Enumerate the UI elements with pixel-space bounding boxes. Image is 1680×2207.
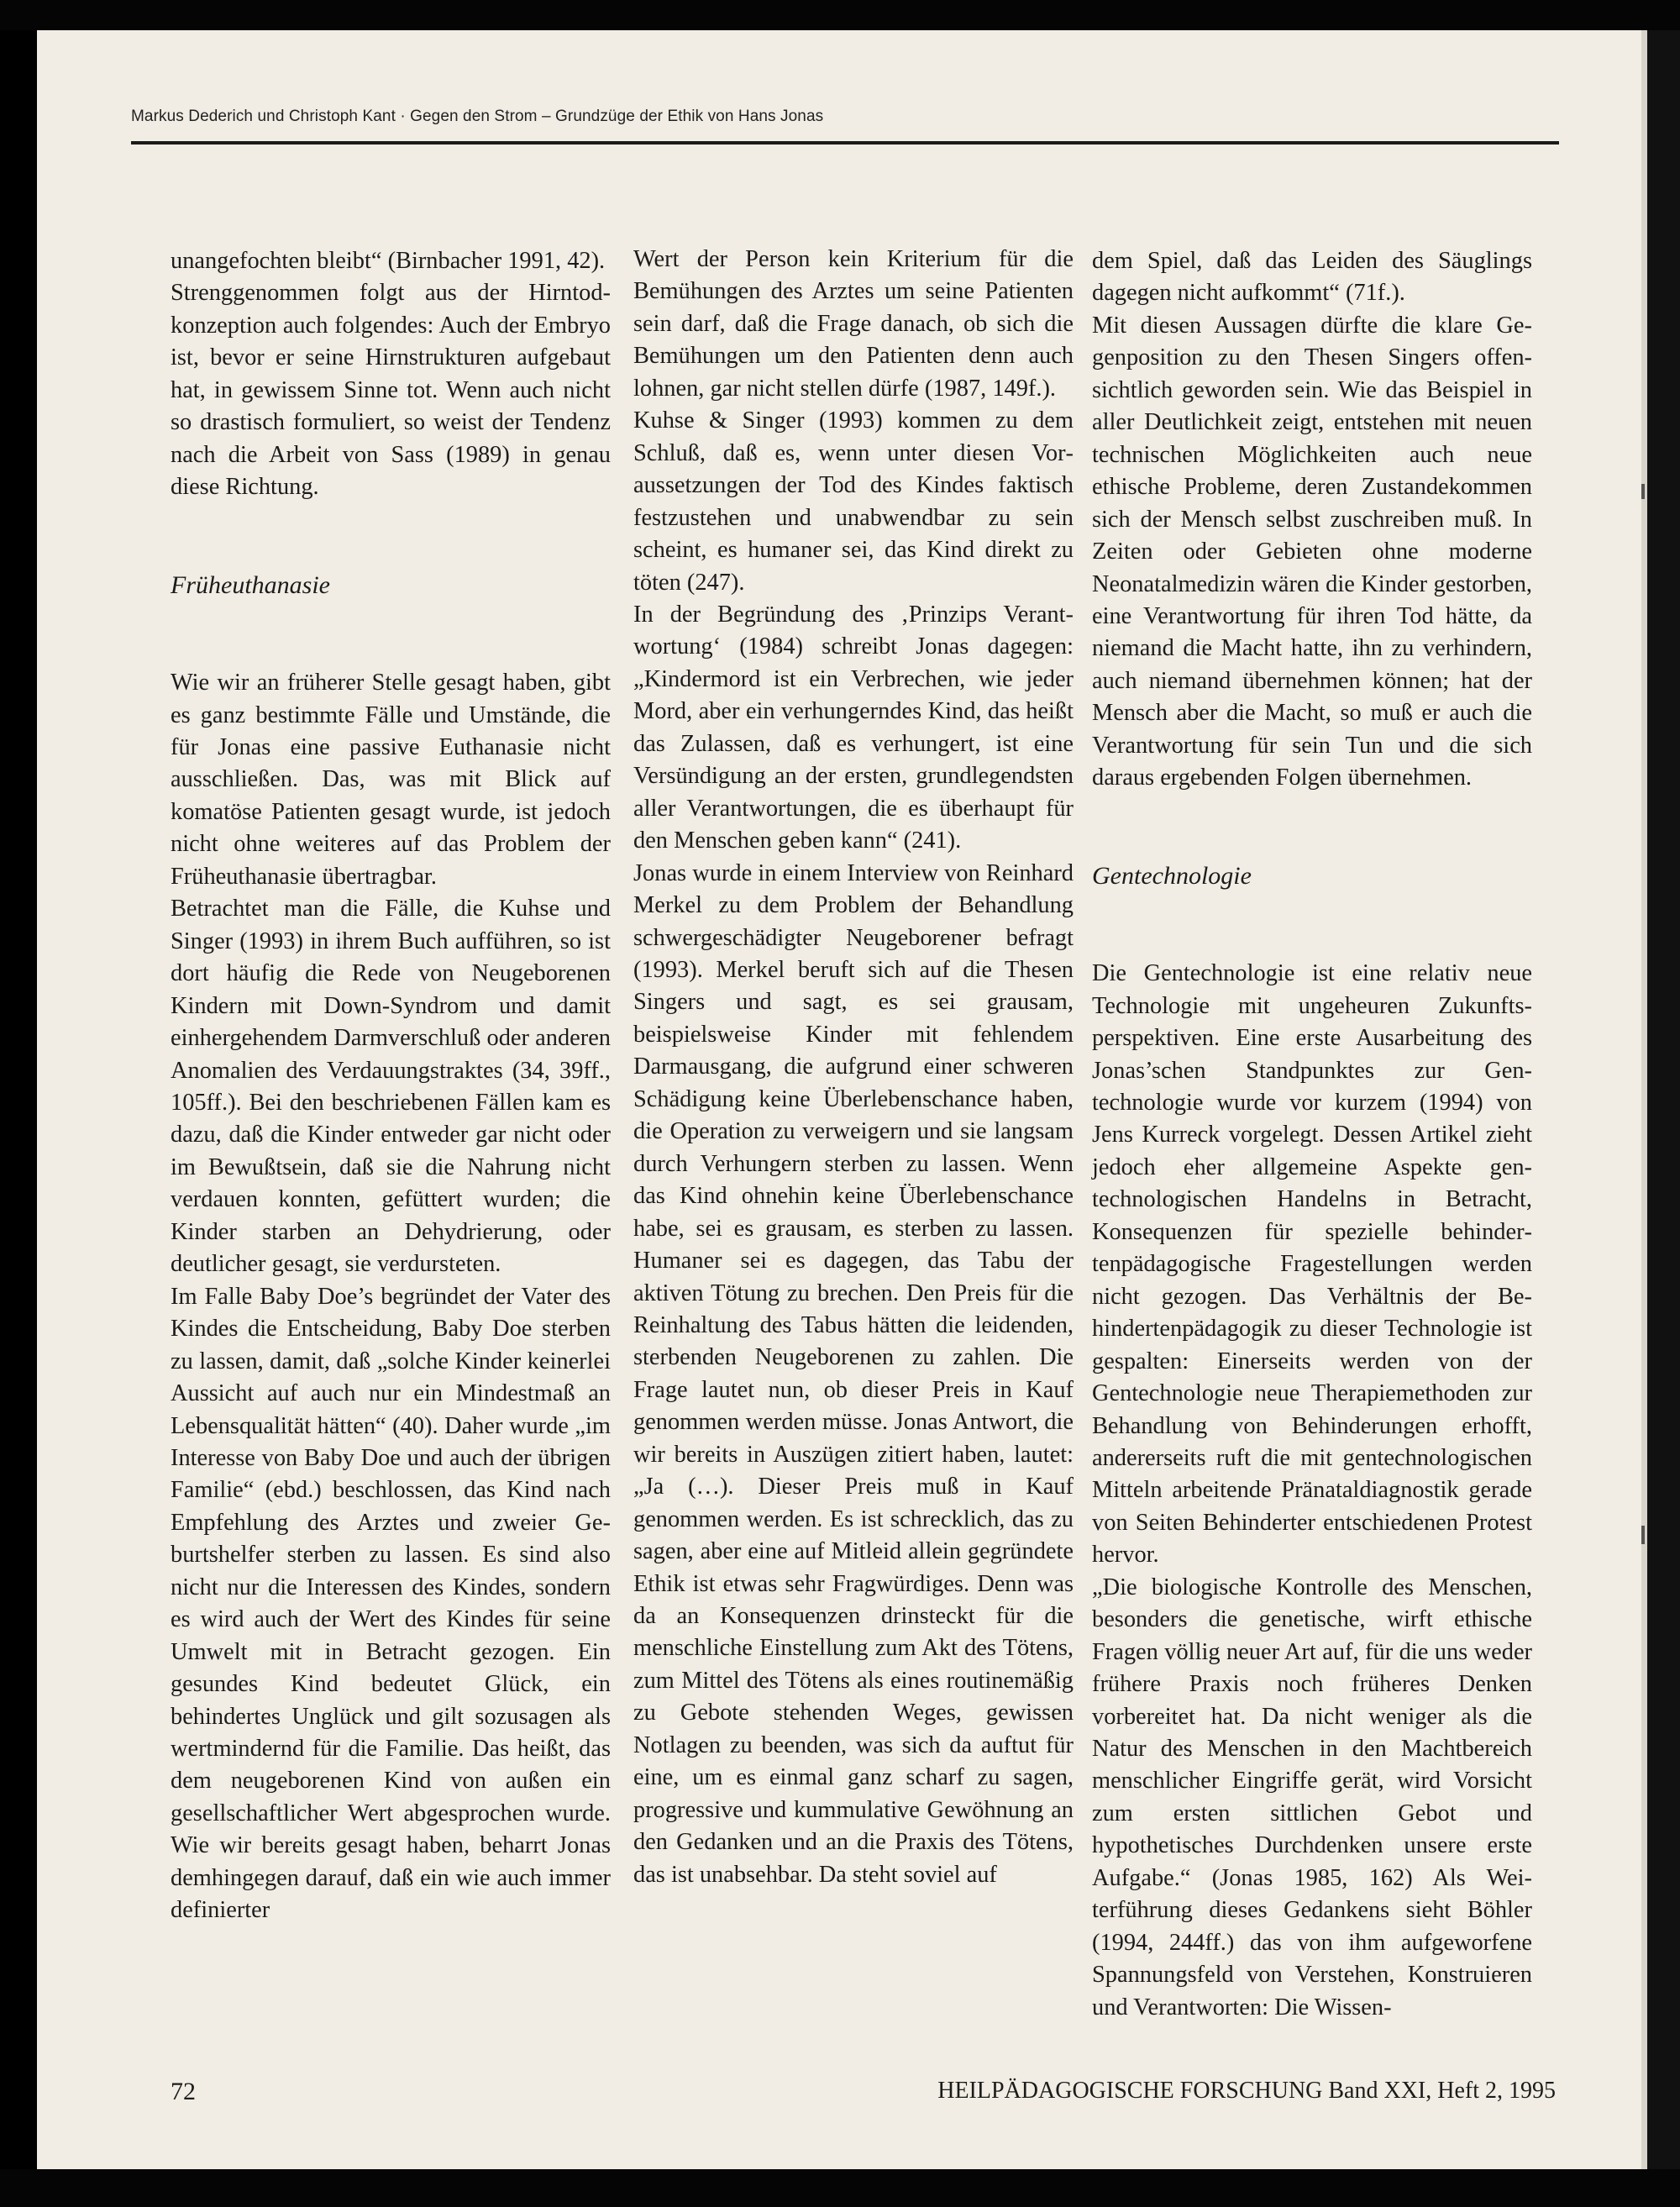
paragraph: Kuhse & Singer (1993) kommen zu dem Schluß, daß es, wenn unter diesen Voraussetzungen der Tod des Kindes faktisch festzustehen und unabwendbar zu sein scheint, es humaner sei, das Kind direkt zu töten (247). (633, 407, 1074, 596)
adjacent-page-edge (1641, 30, 1647, 2169)
text-column-left (171, 245, 611, 1927)
paragraph: Strenggenommen folgt aus der Hirntodkonzeption auch folgendes: Auch der Embryo ist, bevor er seine Hirnstrukturen aufgebaut hat, in gewissem Sinne tot. Wenn auch nicht so drastisch formuliert, so weist der Tendenz nach die Arbeit von Sass (1989) in genau diese Richtung. (171, 280, 611, 501)
paragraph: Jonas wurde in einem Interview von Reinhard Merkel zu dem Problem der Behandlung schwergeschädigter Neugeborener befragt (1993). Merkel beruft sich auf die Thesen Singers und sagt, es sei grausam, beispielsweise Kinder mit fehlendem Darmausgang, die aufgrund einer schweren Schädigung keine Überlebenschance haben, die Operation zu verweigern und sie langsam durch Verhungern sterben zu lassen. Wenn das Kind ohnehin keine Überlebenschance habe, sei es grausam, es sterben zu lassen. Humaner sei es dagegen, das Tabu der aktiven Tötung zu brechen. Den Preis für die Reinhaltung des Tabus hätten die leidenden, sterbenden Neugeborenen zu zahlen. Die Frage lautet nun, ob dieser Preis in Kauf genommen werden müsse. Jonas Antwort, die wir bereits in Auszügen zitiert haben, lautet: „Ja (…). Dieser Preis muß in Kauf genommen werden. Es ist schrecklich, das zu sagen, aber eine auf Mitleid allein gegründete Ethik ist etwas sehr Fragwürdiges. Denn was da an Konsequenzen drinsteckt für die menschliche Einstellung zum Akt des Tötens, zum Mittel des Tötens als eines routinemäßig zu Gebote stehenden Weges, gewissen Notlagen zu beenden, was sich da auftut für eine, um es einmal ganz scharf zu sagen, progressive und kummulative Gewöhnung an den Gedanken und an die Praxis des Tötens, das ist unabsehbar. Da steht soviel auf (633, 859, 1074, 1888)
paragraph: Im Falle Baby Doe’s begründet der Vater des Kindes die Entscheidung, Baby Doe sterben zu lassen, damit, daß „solche Kinder keinerlei Aussicht auf auch nur ein Mindestmaß an Lebensqualität hätten“ (40). Daher wurde „im Interesse von Baby Doe und auch der übrigen Familie“ (ebd.) beschlossen, das Kind nach Empfehlung des Arztes und zweier Geburtshelfer sterben zu lassen. Es sind also nicht nur die Interessen des Kindes, sondern es wird auch der Wert des Kindes für seine Umwelt mit in Betracht gezogen. Ein gesundes Kind bedeutet Glück, ein behindertes Unglück und gilt sozusagen als wertmindernd für die Familie. Das heißt, das dem neugeborenen Kind von außen ein gesellschaftlicher Wert abgesprochen wurde. Wie wir bereits gesagt haben, beharrt Jonas demhingegen darauf, daß ein wie auch immer definierter (171, 1283, 611, 1924)
page-number: 72 (171, 2078, 196, 2105)
paragraph: In der Begründung des ‚Prinzips Verantwortung‘ (1984) schreibt Jonas dagegen: „Kindermord ist ein Verbrechen, wie jeder Mord, aber ein verhungerndes Kind, das heißt das Zulassen, daß es verhungert, ist eine Versündigung an der ersten, grundlegendsten aller Verantwortungen, die es überhaupt für den Menschen geben kann“ (241). (633, 601, 1074, 854)
edge-mark (1641, 1526, 1645, 1544)
text-column-middle (633, 244, 1074, 1891)
paragraph: Wert der Person kein Kriterium für die Bemühungen des Arztes um seine Patienten sein darf, daß die Frage danach, ob sich die Bemühungen um den Patienten denn auch lohnen, gar nicht stellen dürfe (1987, 149f.). (633, 246, 1074, 402)
paragraph: Mit diesen Aussagen dürfte die klare Gegenposition zu den Thesen Singers offensichtlich geworden sein. Wie das Beispiel in aller Deutlichkeit zeigt, entstehen mit neuen technischen Möglichkeiten auch neue ethische Probleme, deren Zustandekommen sich der Mensch selbst zuschreiben muß. In Zeiten oder Gebieten ohne moderne Neonatalmedizin wären die Kinder gestorben, eine Verantwortung für ihren Tod hätte, da niemand die Macht hatte, ihn zu verhindern, auch niemand übernehmen können; hat der Mensch aber die Macht, so muß er auch die Verantwortung für sein Tun und die sich daraus ergebenden Folgen übernehmen. (1092, 312, 1532, 791)
scan-border-right (1641, 30, 1680, 2169)
journal-footer: HEILPÄDAGOGISCHE FORSCHUNG Band XXI, Heft 2, 1995 (937, 2078, 1556, 2104)
paragraph: dem Spiel, daß das Leiden des Säuglings dagegen nicht aufkommt“ (71f.). (1092, 248, 1532, 307)
running-head: Markus Dederich und Christoph Kant · Gegen den Strom – Grundzüge der Ethik von Hans Jonas (131, 108, 824, 125)
paragraph: unangefochten bleibt“ (Birnbacher 1991, 42). (171, 248, 606, 274)
header-rule (131, 141, 1559, 145)
section-heading: Gentechnologie (1092, 861, 1252, 890)
text-column-right (1092, 245, 1532, 2024)
paragraph: Wie wir an früherer Stelle gesagt haben, gibt es ganz bestimmte Fälle und Umstände, die für Jonas eine passive Euthanasie nicht ausschließen. Das, was mit Blick auf komatöse Patienten gesagt wurde, ist jedoch nicht ohne weiteres auf das Problem der Früheuthanasie übertragbar. (171, 670, 611, 890)
section-heading: Früheuthanasie (171, 570, 330, 599)
scan-border-bottom (0, 2169, 1680, 2207)
paragraph: „Die biologische Kontrolle des Menschen, besonders die genetische, wirft ethische Fragen völlig neuer Art auf, für die uns weder frühere Praxis noch früheres Denken vorbereitet hat. Da nicht weniger als die Natur des Menschen in den Machtbereich menschlicher Eingriffe gerät, wird Vorsicht zum ersten sittlichen Gebot und hypothetisches Durchdenken unsere erste Aufgabe.“ (Jonas 1985, 162) Als Weiterführung dieses Gedankens sieht Böhler (1994, 244ff.) das von ihm aufgeworfene Spannungsfeld von Verstehen, Konstruieren und Verantworten: Die Wissen- (1092, 1574, 1532, 2020)
scan-border-top (0, 0, 1680, 30)
paragraph: Die Gentechnologie ist eine relativ neue Technologie mit ungeheuren Zukunftsperspektiven. Eine erste Ausarbeitung des Jonas’schen Standpunktes zur Gentechnologie wurde vor kurzem (1994) von Jens Kurreck vorgelegt. Dessen Artikel zieht jedoch eher allgemeine Aspekte gentechnologischen Handelns in Betracht, Konsequenzen für spezielle behindertenpädagogische Fragestellungen werden nicht gezogen. Das Verhältnis der Behindertenpädagogik zu dieser Technologie ist gespalten: Einerseits werden von der Gentechnologie neue Therapiemethoden zur Behandlung von Behinderungen erhofft, andererseits ruft die mit gentechnologischen Mitteln arbeitende Pränataldiagnostik gerade von Seiten Behinderter entschiedenen Protest hervor. (1092, 960, 1532, 1569)
paragraph: Betrachtet man die Fälle, die Kuhse und Singer (1993) in ihrem Buch aufführen, so ist dort häufig die Rede von Neugeborenen Kindern mit Down-Syndrom und damit einhergehendem Darmverschluß oder anderen Anomalien des Verdauungstraktes (34, 39ff., 105ff.). Bei den beschriebenen Fällen kam es dazu, daß die Kinder entweder gar nicht oder im Bewußtsein, daß sie die Nahrung nicht verdauen konnten, gefüttert wurden; die Kinder starben an Dehydrierung, oder deutlicher gesagt, sie verdursteten. (171, 896, 611, 1278)
edge-mark (1641, 484, 1645, 499)
